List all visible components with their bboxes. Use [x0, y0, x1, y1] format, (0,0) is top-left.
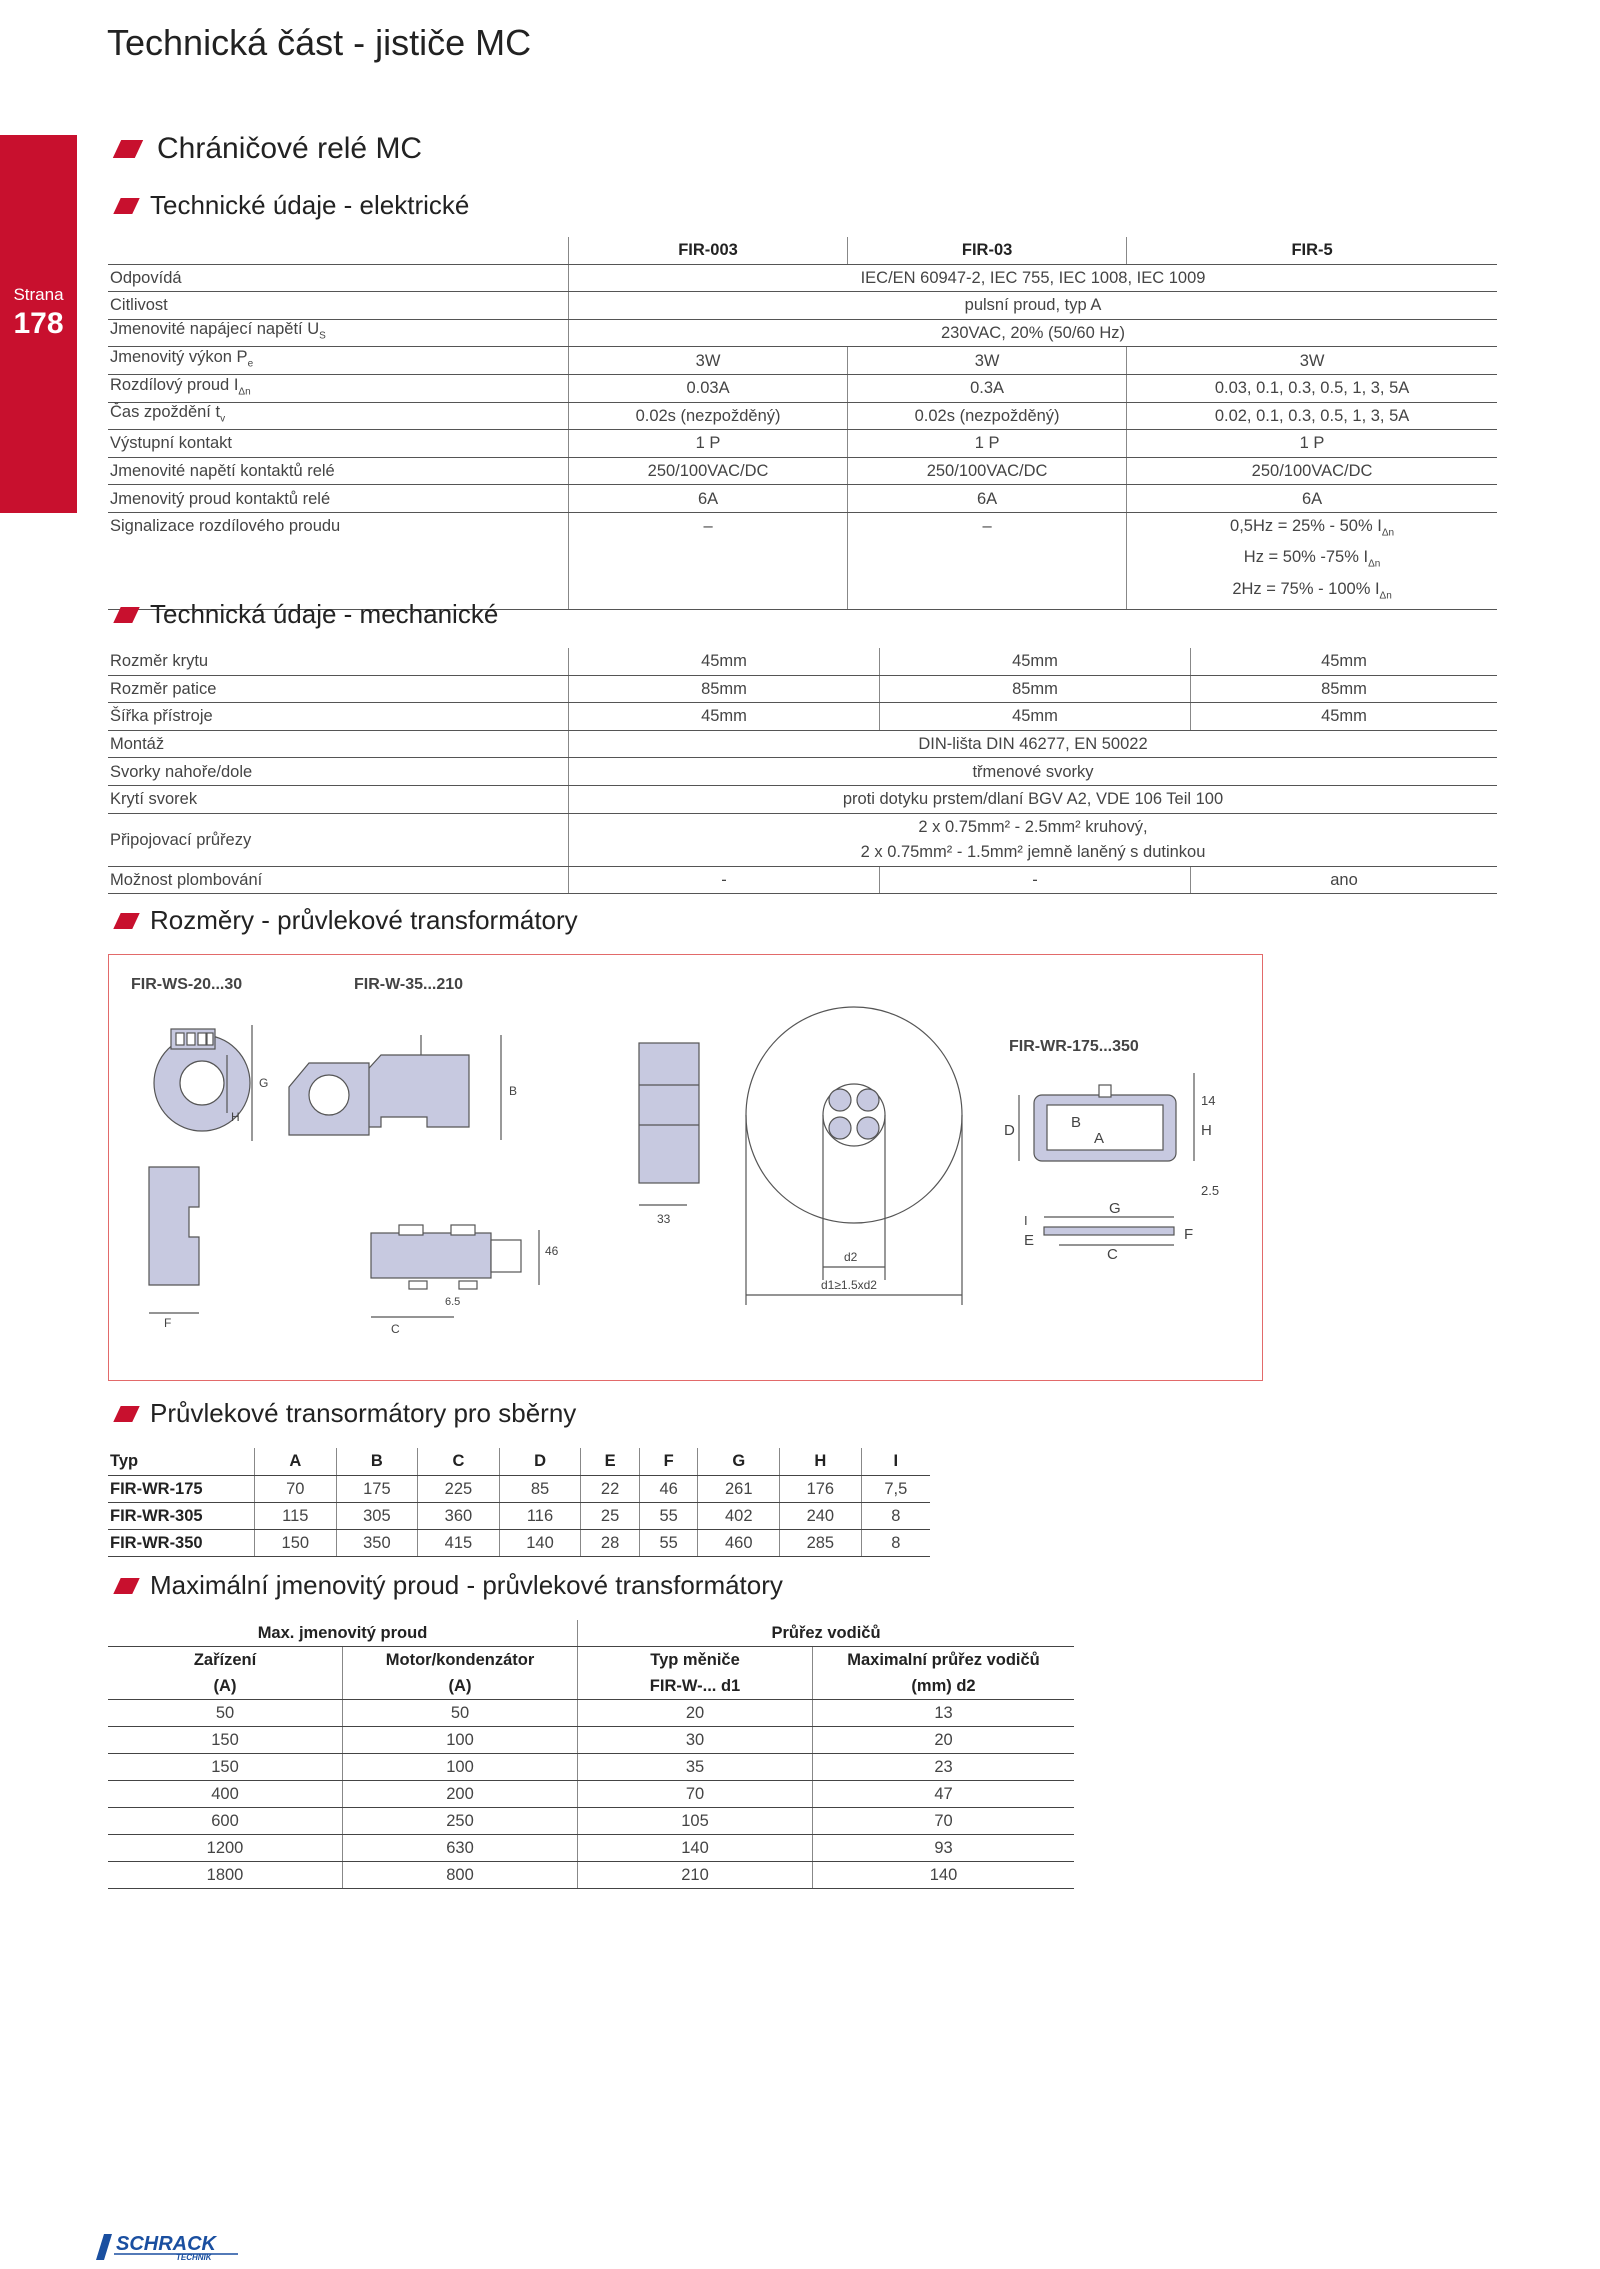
- column-header: I: [861, 1448, 930, 1475]
- cell: 150: [108, 1727, 343, 1754]
- cell: 55: [639, 1502, 698, 1529]
- cell: 20: [578, 1700, 813, 1727]
- dimension-label: F: [164, 1316, 172, 1330]
- bullet-icon: [113, 607, 139, 623]
- column-header: E: [581, 1448, 640, 1475]
- cell: 250: [343, 1808, 578, 1835]
- column-header: FIR-003: [569, 237, 848, 264]
- table-header-row: [108, 1448, 930, 1475]
- table-row: [108, 1529, 930, 1556]
- drawing-label: FIR-WS-20...30: [131, 976, 243, 993]
- row-label: Rozdílový proud $I_{\Delta n}$: [108, 374, 569, 402]
- page-label: Strana: [13, 285, 64, 304]
- drawing-label: FIR-W-35...210: [354, 976, 464, 993]
- cell: ano: [1191, 866, 1498, 894]
- table-row: [108, 675, 1497, 703]
- cell: 3W: [569, 347, 848, 375]
- dimension-label: B: [509, 1084, 518, 1098]
- cell: 250/100VAC/DC: [1127, 457, 1497, 485]
- cell: 50: [108, 1700, 343, 1727]
- row-label: Citlivost: [108, 292, 569, 320]
- cell: 1 P: [569, 430, 848, 458]
- row-label: Rozměr patice: [108, 675, 569, 703]
- column-header: Typ: [108, 1448, 255, 1475]
- cell: DIN-lišta DIN 46277, EN 50022: [569, 730, 1498, 758]
- cell: 460: [698, 1529, 780, 1556]
- svg-text:TECHNIK: TECHNIK: [176, 2253, 212, 2262]
- cell: FIR-WR-305: [108, 1502, 255, 1529]
- cell: 115: [255, 1502, 337, 1529]
- row-label: Odpovídá: [108, 264, 569, 292]
- column-header: Zařízení: [193, 1651, 257, 1669]
- cell: 140: [499, 1529, 581, 1556]
- column-header: F: [639, 1448, 698, 1475]
- column-header: Maximalní průřez vodičů: [813, 1647, 1075, 1674]
- busbar-heading-text: Průvlekové transormátory pro sběrny: [150, 1398, 577, 1428]
- page-number: 178: [13, 307, 64, 340]
- row-label: Jmenovitý výkon $P_e$: [108, 347, 569, 375]
- table-row: [108, 785, 1497, 813]
- cell: 100: [343, 1727, 578, 1754]
- mechanical-heading: [117, 599, 498, 630]
- table-row: [108, 866, 1497, 894]
- cell: 23: [813, 1754, 1075, 1781]
- cell: -: [569, 866, 880, 894]
- row-label: Výstupní kontakt: [108, 430, 569, 458]
- dimension-label: 46: [545, 1244, 559, 1258]
- column-header: G: [698, 1448, 780, 1475]
- column-header: A: [255, 1448, 337, 1475]
- cell: 240: [780, 1502, 862, 1529]
- logo-mark: [96, 2230, 246, 2264]
- cell: 350: [336, 1529, 418, 1556]
- dimension-label: d2: [844, 1250, 858, 1264]
- dimension-label: 2.5: [1201, 1183, 1220, 1198]
- column-header: FIR-5: [1127, 237, 1497, 264]
- column-header: FIR-03: [848, 237, 1127, 264]
- busbar-table: [108, 1448, 930, 1557]
- table-row: [108, 1754, 1074, 1781]
- dimension-label: E: [1024, 1232, 1035, 1249]
- cell: proti dotyku prstem/dlaní BGV A2, VDE 106 Teil 100: [569, 785, 1498, 813]
- cell: 13: [813, 1700, 1075, 1727]
- column-unit: (mm) d2: [813, 1673, 1075, 1700]
- cell: 85mm: [569, 675, 880, 703]
- cell: 415: [418, 1529, 500, 1556]
- column-header: B: [336, 1448, 418, 1475]
- electrical-table: [108, 237, 1497, 610]
- row-label: Jmenovitý proud kontaktů relé: [108, 485, 569, 513]
- table-row: [108, 319, 1497, 347]
- cell: 360: [418, 1502, 500, 1529]
- table-row: [108, 1727, 1074, 1754]
- cell: 200: [343, 1781, 578, 1808]
- mechanical-heading-text: Technická údaje - mechanické: [150, 599, 499, 629]
- cell: 250/100VAC/DC: [848, 457, 1127, 485]
- bullet-icon: [113, 140, 143, 158]
- dimensions-heading: [117, 905, 578, 936]
- table-row: [108, 1835, 1074, 1862]
- dimension-label: H: [1201, 1122, 1212, 1139]
- dimension-label: D: [1004, 1122, 1015, 1139]
- cell: 0.02s (nezpožděný): [848, 402, 1127, 430]
- schrack-logo: [96, 2230, 246, 2269]
- cell: FIR-WR-175: [108, 1475, 255, 1502]
- table-row: [108, 485, 1497, 513]
- column-header: D: [499, 1448, 581, 1475]
- cell: –: [848, 512, 1127, 609]
- cell: 800: [343, 1862, 578, 1889]
- dimension-label: G: [259, 1076, 269, 1090]
- column-unit: (A): [343, 1673, 578, 1700]
- cell: 150: [255, 1529, 337, 1556]
- cell: 47: [813, 1781, 1075, 1808]
- section-title: [117, 132, 422, 166]
- cell: 6A: [1127, 485, 1497, 513]
- cell: 140: [578, 1835, 813, 1862]
- row-label: Čas zpoždění $t_v$: [108, 402, 569, 430]
- cell: 0.3A: [848, 374, 1127, 402]
- column-unit: FIR-W-... d1: [578, 1673, 813, 1700]
- dimension-label: F: [1184, 1226, 1194, 1243]
- dimension-drawings: [108, 954, 1263, 1381]
- max-current-heading-text: Maximální jmenovitý proud - průvlekové transformátory: [150, 1570, 783, 1600]
- table-row: [108, 374, 1497, 402]
- cell: 225: [418, 1475, 500, 1502]
- dimension-label: H: [231, 1110, 240, 1124]
- table-row: [108, 430, 1497, 458]
- cell: 85: [499, 1475, 581, 1502]
- cell: 70: [255, 1475, 337, 1502]
- cell: 8: [861, 1529, 930, 1556]
- dimension-label: A: [1094, 1130, 1105, 1147]
- cell: 261: [698, 1475, 780, 1502]
- cell: 93: [813, 1835, 1075, 1862]
- column-header: H: [780, 1448, 862, 1475]
- row-label: Rozměr krytu: [108, 648, 569, 675]
- section-title-text: Chráničové relé MC: [157, 132, 423, 165]
- cell: IEC/EN 60947-2, IEC 755, IEC 1008, IEC 1009: [569, 264, 1498, 292]
- cell: 8: [861, 1502, 930, 1529]
- table-row: [108, 758, 1497, 786]
- cell: 25: [581, 1502, 640, 1529]
- table-row: [108, 1781, 1074, 1808]
- cell: 0.02s (nezpožděný): [569, 402, 848, 430]
- row-label: Šířka přístroje: [108, 703, 569, 731]
- cell: 250/100VAC/DC: [569, 457, 848, 485]
- busbar-heading: [117, 1398, 576, 1429]
- row-label: Montáž: [108, 730, 569, 758]
- dimension-label: 14: [1201, 1093, 1216, 1108]
- dimension-label: 6.5: [445, 1296, 461, 1308]
- cell: 45mm: [1191, 648, 1498, 675]
- cell: 28: [581, 1529, 640, 1556]
- table-row: [108, 1862, 1074, 1889]
- table-row: [108, 264, 1497, 292]
- cell: pulsní proud, typ A: [569, 292, 1498, 320]
- table-row: [108, 648, 1497, 675]
- cell: 0.02, 0.1, 0.3, 0.5, 1, 3, 5A: [1127, 402, 1497, 430]
- column-unit: (A): [108, 1673, 343, 1700]
- cell: třmenové svorky: [569, 758, 1498, 786]
- cell: 1 P: [848, 430, 1127, 458]
- cell: 85mm: [880, 675, 1191, 703]
- cell: 1200: [108, 1835, 343, 1862]
- column-header: Motor/kondenzátor: [343, 1647, 578, 1674]
- dimension-label: G: [1109, 1200, 1121, 1217]
- cell: 116: [499, 1502, 581, 1529]
- cell: 0.03A: [569, 374, 848, 402]
- table-row: [108, 292, 1497, 320]
- dimension-label: C: [391, 1322, 400, 1336]
- column-header: Typ měniče: [578, 1647, 813, 1674]
- table-row: [108, 1502, 930, 1529]
- table-header-row: [108, 1620, 1074, 1647]
- bullet-icon: [113, 1406, 139, 1422]
- group-header: Průřez vodičů: [578, 1620, 1075, 1647]
- cell: 402: [698, 1502, 780, 1529]
- row-label: Jmenovité napětí kontaktů relé: [108, 457, 569, 485]
- cell: 6A: [848, 485, 1127, 513]
- cell: 55: [639, 1529, 698, 1556]
- page-number-tab: [0, 135, 77, 513]
- electrical-heading: [117, 190, 469, 221]
- bullet-icon: [113, 198, 139, 214]
- cell: -: [880, 866, 1191, 894]
- cell: 50: [343, 1700, 578, 1727]
- row-label: Možnost plombování: [108, 866, 569, 894]
- cell: 35: [578, 1754, 813, 1781]
- cell: 45mm: [569, 648, 880, 675]
- cell: 150: [108, 1754, 343, 1781]
- cell: 70: [578, 1781, 813, 1808]
- row-label: Signalizace rozdílového proudu: [108, 512, 569, 609]
- row-label: Krytí svorek: [108, 785, 569, 813]
- electrical-heading-text: Technické údaje - elektrické: [150, 190, 470, 220]
- dimensions-heading-text: Rozměry - průvlekové transformátory: [150, 905, 578, 935]
- dimension-label: C: [1107, 1246, 1118, 1263]
- table-row: [108, 347, 1497, 375]
- cell: 1 P: [1127, 430, 1497, 458]
- cell: 7,5: [861, 1475, 930, 1502]
- cell: 400: [108, 1781, 343, 1808]
- cell: 45mm: [880, 703, 1191, 731]
- cell: 45mm: [569, 703, 880, 731]
- max-current-table: [108, 1620, 1074, 1889]
- cell: 22: [581, 1475, 640, 1502]
- cell: 0,5Hz = 25% - 50% $I_{\Delta n}$ Hz = 50% -75% $I_{\Delta n}$ 2Hz = 75% - 100% $I_{\Delta n}$: [1127, 512, 1497, 609]
- cell: 3W: [1127, 347, 1497, 375]
- table-row: [108, 457, 1497, 485]
- dimension-label: B: [1071, 1114, 1082, 1131]
- bullet-icon: [113, 913, 139, 929]
- row-label: Jmenovité napájecí napětí $U_S$: [108, 319, 569, 347]
- dimension-label: 33: [657, 1212, 671, 1226]
- group-header: Max. jmenovitý proud: [108, 1620, 578, 1647]
- row-label: Připojovací průřezy: [108, 813, 569, 866]
- cell: 285: [780, 1529, 862, 1556]
- cell: 70: [813, 1808, 1075, 1835]
- table-row: [108, 730, 1497, 758]
- cell: 1800: [108, 1862, 343, 1889]
- table-row: [108, 402, 1497, 430]
- table-header-row: [108, 237, 1497, 264]
- cell: FIR-WR-350: [108, 1529, 255, 1556]
- cell: 45mm: [880, 648, 1191, 675]
- cell: 30: [578, 1727, 813, 1754]
- dimension-label: I: [1024, 1213, 1028, 1228]
- table-header-row: [108, 1673, 1074, 1700]
- cell: 6A: [569, 485, 848, 513]
- mechanical-table: [108, 648, 1497, 894]
- table-row: [108, 813, 1497, 866]
- cell: 46: [639, 1475, 698, 1502]
- cell: 2 x 0.75mm² - 2.5mm² kruhový, 2 x 0.75mm² - 1.5mm² jemně laněný s dutinkou: [569, 813, 1498, 866]
- cell: 600: [108, 1808, 343, 1835]
- drawing-label: FIR-WR-175...350: [1009, 1038, 1139, 1055]
- cell: 100: [343, 1754, 578, 1781]
- cell: 230VAC, 20% (50/60 Hz): [569, 319, 1498, 347]
- cell: 105: [578, 1808, 813, 1835]
- cell: –: [569, 512, 848, 609]
- row-label: Svorky nahoře/dole: [108, 758, 569, 786]
- cell: 630: [343, 1835, 578, 1862]
- table-header-row: [108, 1647, 1074, 1674]
- column-header: C: [418, 1448, 500, 1475]
- cell: 0.03, 0.1, 0.3, 0.5, 1, 3, 5A: [1127, 374, 1497, 402]
- cell: 20: [813, 1727, 1075, 1754]
- bullet-icon: [113, 1578, 139, 1594]
- table-row: [108, 1808, 1074, 1835]
- svg-text:SCHRACK: SCHRACK: [116, 2233, 216, 2255]
- table-row: [108, 1475, 930, 1502]
- cell: 140: [813, 1862, 1075, 1889]
- cell: 210: [578, 1862, 813, 1889]
- cell: 85mm: [1191, 675, 1498, 703]
- cell: 3W: [848, 347, 1127, 375]
- page-title: Technická část - jističe MC: [107, 22, 532, 63]
- dimension-drawing: [109, 955, 1261, 1379]
- dimension-label: d1≥1.5xd2: [821, 1278, 877, 1292]
- cell: 45mm: [1191, 703, 1498, 731]
- cell: 175: [336, 1475, 418, 1502]
- cell: 305: [336, 1502, 418, 1529]
- cell: 176: [780, 1475, 862, 1502]
- max-current-heading: [117, 1570, 783, 1601]
- table-row: [108, 703, 1497, 731]
- table-row: [108, 1700, 1074, 1727]
- table-row: [108, 512, 1497, 609]
